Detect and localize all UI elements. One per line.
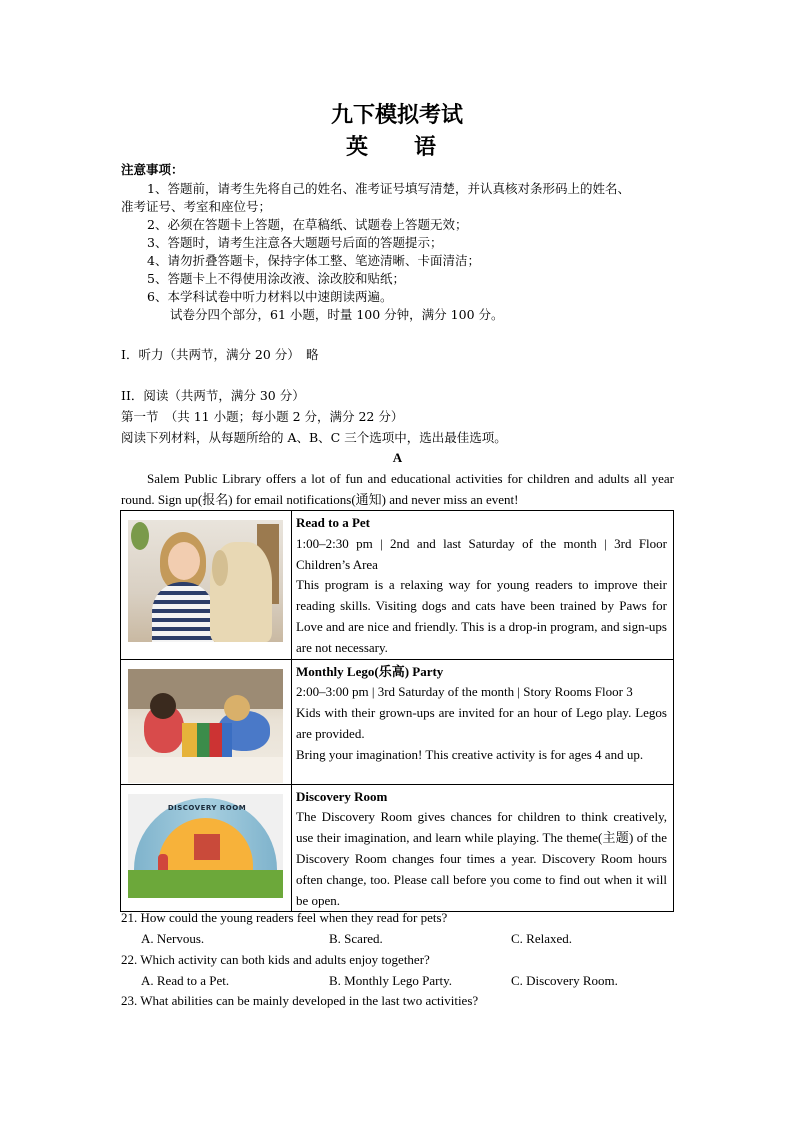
event-row xyxy=(121,784,674,912)
notice-item-5: 5、答题卡上不得使用涂改液、涂改胶和贴纸； xyxy=(147,271,405,286)
lego-party-photo xyxy=(128,669,283,783)
event-title: Monthly Lego(乐高) Party xyxy=(296,663,444,679)
question-option: B. Monthly Lego Party. xyxy=(329,973,453,988)
event-description: This program is a relaxing way for young readers to improve their reading skills. Visiting dogs and cats have been trained by Paws for Love and are nice and friendly. This is a drop-in program, and sign-ups are not necessary. xyxy=(296,577,667,655)
event-text-cell xyxy=(292,511,674,660)
event-row xyxy=(121,659,674,784)
event-description: Bring your imagination! This creative activity is for ages 4 and up. xyxy=(296,746,644,762)
event-title: Discovery Room xyxy=(296,788,388,804)
question-stem: 21. How could the young readers feel when they read for pets? xyxy=(121,910,448,925)
question-option: C. Relaxed. xyxy=(511,931,573,946)
exam-title: 九下模拟考试 xyxy=(330,102,463,128)
event-photo-cell xyxy=(121,511,292,660)
notice-item-2: 2、必须在答题卡上答题，在草稿纸、试题卷上答题无效； xyxy=(147,217,468,232)
events-table xyxy=(120,510,674,912)
girl-reading-to-dog-photo xyxy=(128,520,283,642)
passage-intro: Salem Public Library offers a lot of fun and educational activities for children and adults all year round. Sign up(报名) for email notifications(通知) and never miss an event! xyxy=(121,471,674,507)
discovery-room-photo xyxy=(128,794,283,898)
notice-item-4: 4、请勿折叠答题卡，保持字体工整、笔迹清晰、卡面清洁； xyxy=(147,253,480,268)
event-photo-cell xyxy=(121,784,292,912)
event-description: Kids with their grown-ups are invited for an hour of Lego play. Legos are provided. xyxy=(296,705,667,741)
passage-label: A xyxy=(392,450,403,465)
question-option: B. Scared. xyxy=(329,931,383,946)
question-option: A. Nervous. xyxy=(141,931,205,946)
event-description: The Discovery Room gives chances for children to think creatively, use their imagination, and learn while playing. The theme(主题) of the Discovery Room changes four times a year. Discovery Room hours often change, too. Please call before you come to find out when it will be open. xyxy=(296,809,667,908)
notice-item-1-cont: 准考证号、考室和座位号； xyxy=(121,199,272,214)
event-time: 1:00–2:30 pm | 2nd and last Saturday of the month | 3rd Floor Children’s Area xyxy=(296,535,667,572)
notice-item-1: 1、答题前，请考生先将自己的姓名、准考证号填写清楚，并认真核对条形码上的姓名、 xyxy=(147,181,630,196)
question-stem: 23. What abilities can be mainly developed in the last two activities? xyxy=(121,993,479,1008)
notice-item-6: 6、本学科试卷中听力材料以中速朗读两遍。 xyxy=(147,289,393,304)
event-text-cell xyxy=(292,784,674,912)
notice-item-3: 3、答题时，请考生注意各大题题号后面的答题提示； xyxy=(147,235,443,250)
question-option: A. Read to a Pet. xyxy=(141,973,230,988)
part1-heading: I．听力（共两节，满分 20 分） 略 xyxy=(121,347,319,362)
event-text-cell xyxy=(292,659,674,784)
subject-title: 英 语 xyxy=(345,134,448,160)
event-time: 2:00–3:00 pm | 3rd Saturday of the month | Story Rooms Floor 3 xyxy=(296,684,633,700)
question-option: C. Discovery Room. xyxy=(511,973,618,988)
notice-summary: 试卷分四个部分，61 小题，时量 100 分钟，满分 100 分。 xyxy=(170,307,504,322)
event-photo-cell xyxy=(121,659,292,784)
notice-heading: 注意事项： xyxy=(121,162,184,177)
question-stem: 22. Which activity can both kids and adults enjoy together? xyxy=(121,952,430,967)
section1-heading: 第一节 （共 11 小题；每小题 2 分，满分 22 分） xyxy=(121,409,404,424)
discovery-room-sign: DISCOVERY ROOM xyxy=(167,803,247,812)
event-row xyxy=(121,511,674,660)
part2-heading: II．阅读（共两节，满分 30 分） xyxy=(121,388,305,403)
event-title: Read to a Pet xyxy=(296,515,371,530)
reading-instruction: 阅读下列材料，从每题所给的 A、B、C 三个选项中，选出最佳选项。 xyxy=(121,430,507,445)
